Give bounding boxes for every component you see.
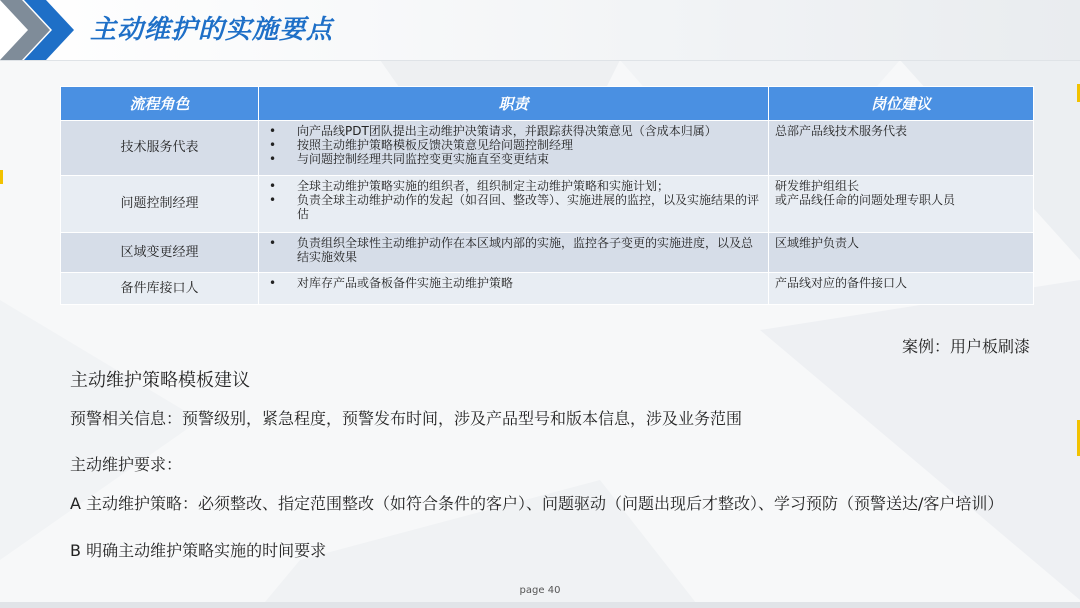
role-cell: 问题控制经理 <box>61 176 259 233</box>
suggestion-cell: 区域维护负责人 <box>769 233 1034 273</box>
case-note: 案例：用户板刷漆 <box>901 337 1030 356</box>
duty-item: • 与问题控制经理共同监控变更实施直至变更结束 <box>289 152 762 166</box>
bottom-bar <box>0 602 1080 608</box>
table-header-row <box>61 87 1034 121</box>
page-title: 主动维护的实施要点 <box>90 15 334 45</box>
table-row <box>61 273 1034 305</box>
duty-item: • 按照主动维护策略模板反馈决策意见给问题控制经理 <box>289 138 762 152</box>
requirement-b-text: B 明确主动维护策略实施的时间要求 <box>70 541 327 560</box>
warning-info-text: 预警相关信息：预警级别，紧急程度，预警发布时间，涉及产品型号和版本信息，涉及业务范围 <box>70 409 743 428</box>
requirements-title: 主动维护要求： <box>70 455 183 474</box>
duties-cell <box>259 176 769 233</box>
duty-item: • 负责全球主动维护动作的发起（如召回、整改等）、实施进展的监控，以及实施结果的评估 <box>289 193 762 221</box>
roles-table <box>60 86 1034 305</box>
duties-cell <box>259 121 769 176</box>
duties-cell <box>259 233 769 273</box>
suggestion-cell: 产品线对应的备件接口人 <box>769 273 1034 305</box>
role-cell: 备件库接口人 <box>61 273 259 305</box>
table-row <box>61 176 1034 233</box>
table-row <box>61 121 1034 176</box>
duty-item: • 负责组织全球性主动维护动作在本区域内部的实施，监控各子变更的实施进度，以及总结实施效果 <box>289 236 762 264</box>
role-cell: 技术服务代表 <box>61 121 259 176</box>
strategy-title: 主动维护策略模板建议 <box>70 370 250 391</box>
page-number: page 40 <box>519 585 561 596</box>
chevron-logo-icon <box>0 0 80 60</box>
role-cell: 区域变更经理 <box>61 233 259 273</box>
duty-item: • 对库存产品或备板备件实施主动维护策略 <box>289 276 762 290</box>
column-header-role: 流程角色 <box>61 87 259 121</box>
edge-marker <box>0 170 3 184</box>
suggestion-cell: 研发维护组组长 或产品线任命的问题处理专职人员 <box>769 176 1034 233</box>
table-row <box>61 233 1034 273</box>
duty-item: • 全球主动维护策略实施的组织者，组织制定主动维护策略和实施计划； <box>289 179 762 193</box>
column-header-duties: 职责 <box>259 87 769 121</box>
duties-cell <box>259 273 769 305</box>
requirement-a-text: A 主动维护策略：必须整改、指定范围整改（如符合条件的客户）、问题驱动（问题出现后才整改）、学习预防（预警送达/客户培训） <box>70 494 1004 513</box>
duty-item: • 向产品线PDT团队提出主动维护决策请求，并跟踪获得决策意见（含成本归属） <box>289 124 762 138</box>
column-header-suggestion: 岗位建议 <box>769 87 1034 121</box>
suggestion-cell: 总部产品线技术服务代表 <box>769 121 1034 176</box>
